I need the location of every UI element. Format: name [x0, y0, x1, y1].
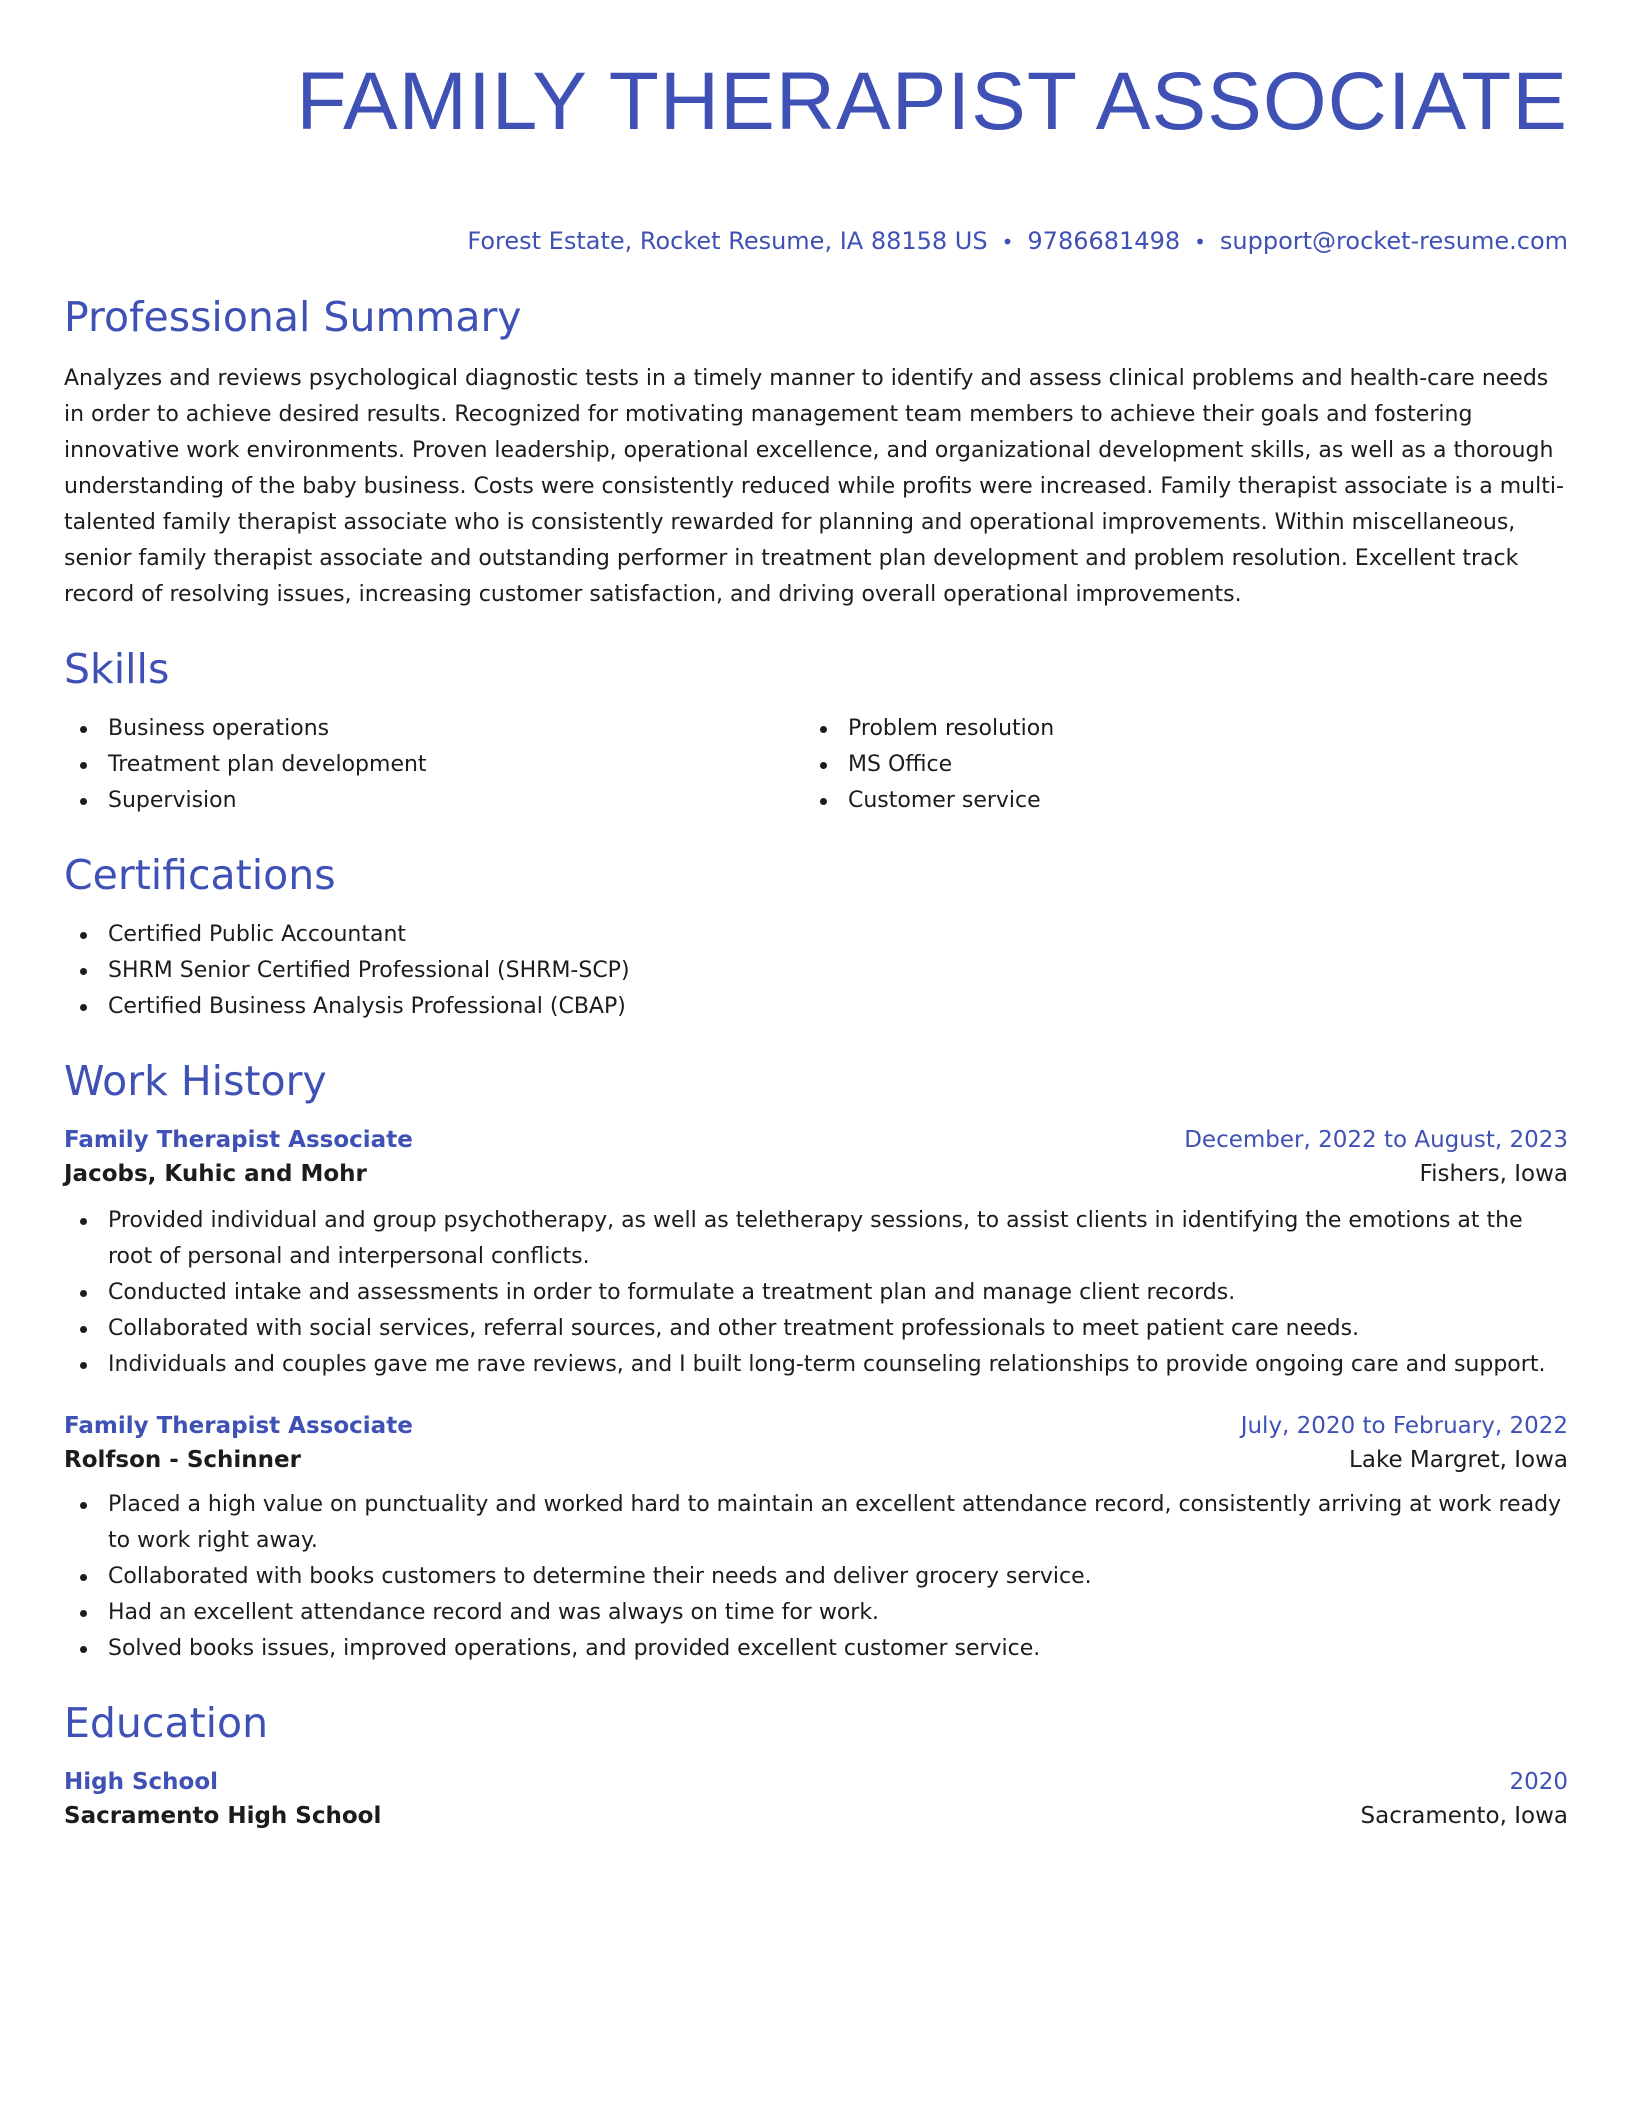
skill-item: Supervision — [64, 783, 816, 819]
section-title-education: Education — [64, 1699, 269, 1747]
skill-item: MS Office — [804, 747, 1556, 783]
skill-item: Customer service — [804, 783, 1556, 819]
job-bullet: Provided individual and group psychotherapy, as well as teletherapy sessions, to assist clients in identifying the emotions at the root of personal and interpersonal conflicts. — [64, 1203, 1568, 1275]
skills-list-left — [64, 711, 816, 819]
summary-text: Analyzes and reviews psychological diagnostic tests in a timely manner to identify and assess clinical problems and health-care needs in order to achieve desired results. Recognized for motivating management team members to achieve their goals and fostering innovative work environments. Proven leadership, operational excellence, and organizational development skills, as well as a thorough understanding of the baby business. Costs were consistently reduced while profits were increased. Family therapist associate is a multi-talented family therapist associate who is consistently rewarded for planning and operational improvements. Within miscellaneous, senior family therapist associate and outstanding performer in treatment plan development and problem resolution. Excellent track record of resolving issues, increasing customer satisfaction, and driving overall operational improvements. — [64, 366, 1564, 607]
contact-address: Forest Estate, Rocket Resume, IA 88158 US — [467, 227, 988, 255]
school-name: Sacramento High School — [64, 1803, 382, 1829]
section-title-work-history: Work History — [64, 1057, 327, 1105]
job-bullet: Collaborated with social services, referral sources, and other treatment professionals to meet patient care needs. — [64, 1311, 1568, 1347]
job-bullets — [64, 1203, 1568, 1383]
candidate-name: FAMILY THERAPIST ASSOCIATE — [296, 56, 1568, 147]
skill-item: Problem resolution — [804, 711, 1556, 747]
job-header-row — [64, 1127, 1568, 1153]
skills-list-right — [804, 711, 1556, 819]
certification-item: Certified Business Analysis Professional (CBAP) — [64, 989, 1568, 1025]
job-bullet: Collaborated with books customers to determine their needs and deliver grocery service. — [64, 1559, 1568, 1595]
contact-separator: • — [1194, 230, 1206, 254]
company-name: Rolfson - Schinner — [64, 1447, 301, 1473]
contact-separator: • — [1001, 230, 1014, 254]
company-name: Jacobs, Kuhic and Mohr — [64, 1161, 367, 1187]
certification-item: SHRM Senior Certified Professional (SHRM-SCP) — [64, 953, 1568, 989]
job-bullets — [64, 1487, 1568, 1667]
job-bullet: Placed a high value on punctuality and worked hard to maintain an excellent attendance record, consistently arriving at work ready to work right away. — [64, 1487, 1568, 1559]
certification-item: Certified Public Accountant — [64, 917, 1568, 953]
skill-item: Treatment plan development — [64, 747, 816, 783]
contact-email[interactable]: support@rocket-resume.com — [1219, 227, 1568, 255]
education-section — [64, 1697, 1568, 1829]
job-bullet: Solved books issues, improved operations, and provided excellent customer service. — [64, 1631, 1568, 1667]
section-title-skills: Skills — [64, 645, 170, 693]
job-title: Family Therapist Associate — [64, 1413, 413, 1439]
job-entry — [64, 1413, 1568, 1667]
graduation-year: 2020 — [1509, 1769, 1568, 1795]
skills-grid — [64, 711, 1568, 819]
job-bullet: Had an excellent attendance record and was always on time for work. — [64, 1595, 1568, 1631]
contact-line — [64, 226, 1568, 257]
education-header-row — [64, 1769, 1568, 1795]
skill-item: Business operations — [64, 711, 816, 747]
section-title-summary: Professional Summary — [64, 293, 522, 341]
section-title-certifications: Certifications — [64, 851, 336, 899]
job-location: Lake Margret, Iowa — [1349, 1447, 1568, 1473]
contact-phone: 9786681498 — [1027, 227, 1181, 255]
job-dates: July, 2020 to February, 2022 — [1240, 1413, 1568, 1439]
job-bullet: Conducted intake and assessments in order to formulate a treatment plan and manage client records. — [64, 1275, 1568, 1311]
job-dates: December, 2022 to August, 2023 — [1184, 1127, 1568, 1153]
job-company-row — [64, 1447, 1568, 1473]
certifications-list — [64, 917, 1568, 1025]
education-school-row — [64, 1803, 1568, 1829]
job-company-row — [64, 1161, 1568, 1187]
job-location: Fishers, Iowa — [1419, 1161, 1568, 1187]
summary-section — [64, 291, 1568, 613]
job-title: Family Therapist Associate — [64, 1127, 413, 1153]
school-location: Sacramento, Iowa — [1360, 1803, 1568, 1829]
skills-section — [64, 643, 1568, 819]
job-entry — [64, 1127, 1568, 1383]
job-header-row — [64, 1413, 1568, 1439]
job-bullet: Individuals and couples gave me rave reviews, and I built long-term counseling relationships to provide ongoing care and support. — [64, 1347, 1568, 1383]
degree: High School — [64, 1769, 219, 1795]
certifications-section — [64, 849, 1568, 1025]
work-history-section — [64, 1055, 1568, 1667]
